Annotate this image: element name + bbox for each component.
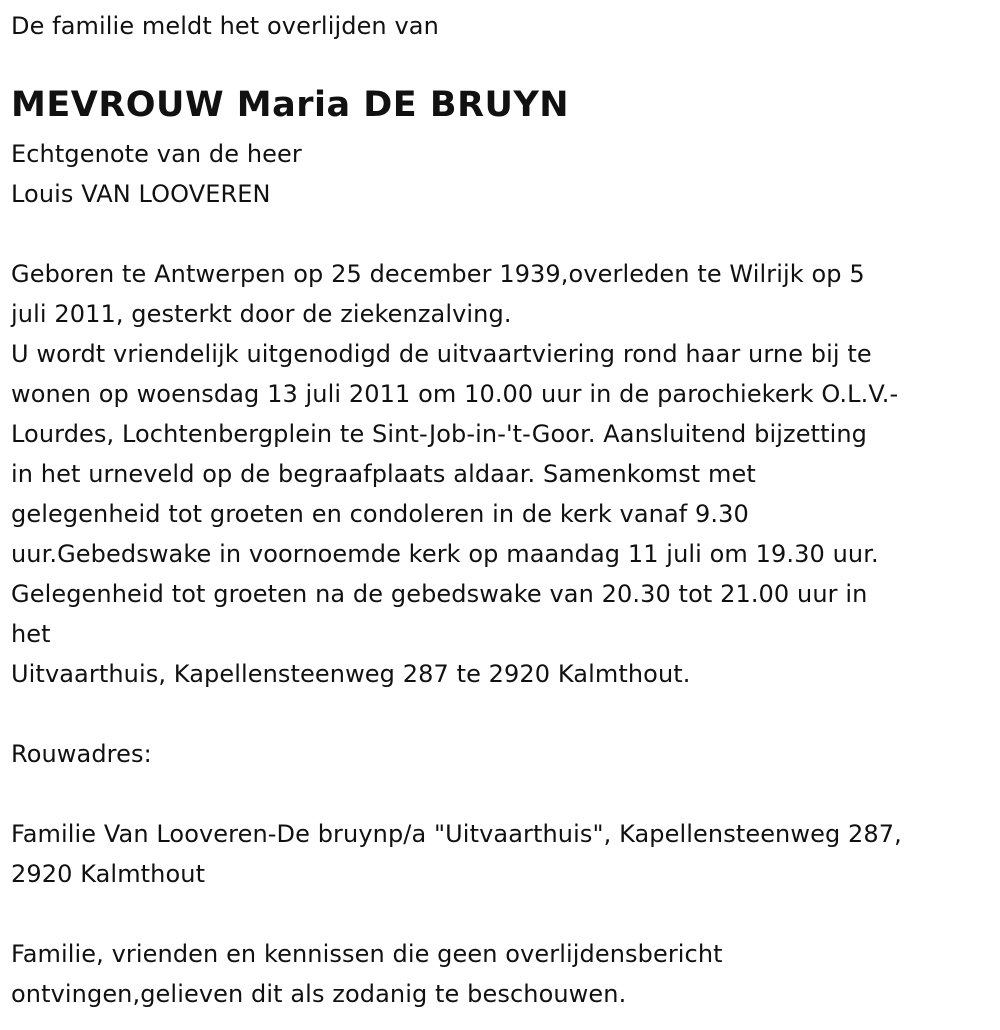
body-line: Gelegenheid tot groeten na de gebedswake van 20.30 tot 21.00 uur in [11, 580, 868, 608]
spouse-line-2: Louis VAN LOOVEREN [11, 180, 271, 208]
body-line: in het urneveld op de begraafplaats aldaar. Samenkomst met [11, 460, 756, 488]
body-line: gelegenheid tot groeten en condoleren in de kerk vanaf 9.30 [11, 500, 749, 528]
address-line-2: 2920 Kalmthout [11, 860, 206, 888]
body-line: uur.Gebedswake in voornoemde kerk op maandag 11 juli om 19.30 uur. [11, 540, 879, 568]
body-line: het [11, 620, 51, 648]
body-line: wonen op woensdag 13 juli 2011 om 10.00 uur in de parochiekerk O.L.V.- [11, 380, 899, 408]
rouwadres-label: Rouwadres: [11, 740, 152, 768]
deceased-name: MEVROUW Maria DE BRUYN [11, 85, 570, 125]
address-block [11, 814, 902, 894]
notice-line-2: ontvingen,gelieven dit als zodanig te beschouwen. [11, 980, 627, 1008]
intro-text: De familie meldt het overlijden van [11, 12, 439, 40]
body-line: U wordt vriendelijk uitgenodigd de uitvaartviering rond haar urne bij te [11, 340, 872, 368]
body-line: Lourdes, Lochtenbergplein te Sint-Job-in-'t-Goor. Aansluitend bijzetting [11, 420, 867, 448]
notice-block [11, 934, 723, 1014]
spouse-block [11, 134, 302, 214]
address-line-1: Familie Van Looveren-De bruynp/a "Uitvaarthuis", Kapellensteenweg 287, [11, 820, 902, 848]
spouse-line-1: Echtgenote van de heer [11, 140, 302, 168]
body-line: Uitvaarthuis, Kapellensteenweg 287 te 2920 Kalmthout. [11, 660, 691, 688]
body-line: juli 2011, gesterkt door de ziekenzalving. [11, 300, 512, 328]
body-line: Geboren te Antwerpen op 25 december 1939,overleden te Wilrijk op 5 [11, 260, 865, 288]
body-paragraph [11, 254, 898, 694]
notice-line-1: Familie, vrienden en kennissen die geen overlijdensbericht [11, 940, 723, 968]
